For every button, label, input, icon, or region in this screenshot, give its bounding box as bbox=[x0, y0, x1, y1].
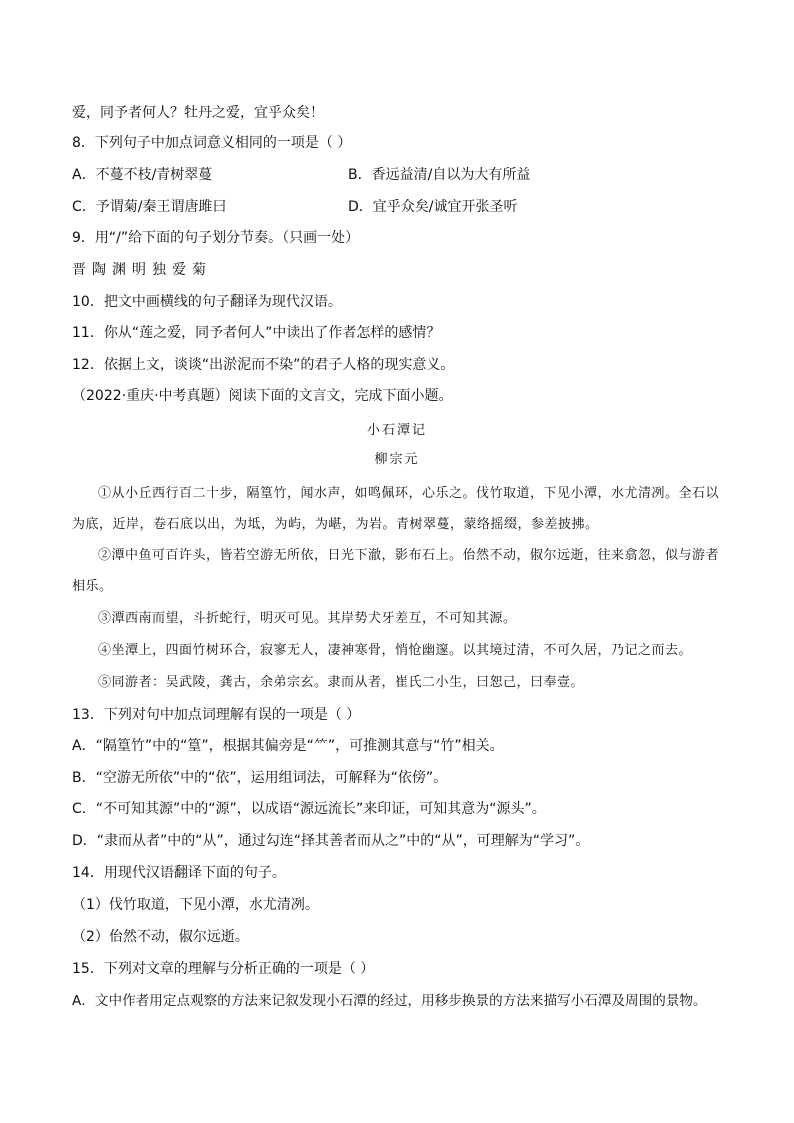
passage-paragraph-3: ③潭西南而望，斗折蛇行，明灭可见。其岸势犬牙差互，不可知其源。 bbox=[98, 611, 517, 626]
question-8-option-c: C．予谓菊/秦王谓唐雎曰 bbox=[72, 199, 227, 215]
question-11: 11．你从“莲之爱，同予者何人”中读出了作者怎样的感情？ bbox=[72, 325, 441, 341]
passage-paragraph-5: ⑤同游者：吴武陵，龚古，余弟宗玄。隶而从者，崔氏二小生，曰恕己，曰奉壹。 bbox=[98, 675, 585, 690]
question-13: 13．下列对句中加点词理解有误的一项是（ ） bbox=[72, 707, 361, 723]
passage-title: 小石潭记 bbox=[366, 423, 427, 438]
question-13-option-d: D．“隶而从者”中的“从”，通过勾连“择其善者而从之”中的“从”，可理解为“学习”。 bbox=[72, 833, 590, 849]
passage-source: （2022·重庆·中考真题）阅读下面的文言文，完成下面小题。 bbox=[72, 388, 453, 404]
question-8-option-a: A．不蔓不枝/青树翠蔓 bbox=[72, 167, 213, 183]
question-15-option-a: A．文中作者用定点观察的方法来记叙发现小石潭的经过，用移步换景的方法来描写小石潭及周围的景物。 bbox=[72, 993, 707, 1009]
question-15: 15．下列对文章的理解与分析正确的一项是（ ） bbox=[72, 961, 375, 977]
question-8-option-d: D．宜乎众矣/诚宜开张圣听 bbox=[348, 199, 518, 215]
passage-author: 柳宗元 bbox=[374, 452, 420, 467]
question-13-option-c: C．“不可知其源”中的“源”，以成语“源远流长”来印证，可知其意为“源头”。 bbox=[72, 801, 546, 817]
question-13-option-a: A．“隔篁竹”中的“篁”，根据其偏旁是“⺮”，可推测其意与“竹”相关。 bbox=[72, 738, 504, 754]
question-10: 10．把文中画横线的句子翻译为现代汉语。 bbox=[72, 294, 342, 310]
question-14-item-2: （2）佁然不动，俶尔远逝。 bbox=[72, 929, 249, 945]
passage-paragraph-1: ①从小丘西行百二十步，隔篁竹，闻水声，如鸣佩环，心乐之。伐竹取道，下见小潭，水尤清冽。全石以为底，近岸，卷石底以出，为坻，为屿，为嵁，为岩。青树翠蔓，蒙络摇缀，参差披拂。 bbox=[72, 486, 720, 532]
question-8: 8．下列句子中加点词意义相同的一项是（ ） bbox=[72, 135, 352, 151]
question-14-item-1: （1）伐竹取道，下见小潭，水尤清冽。 bbox=[72, 897, 319, 913]
passage-paragraph-2: ②潭中鱼可百许头，皆若空游无所依，日光下澈，影布石上。佁然不动，俶尔远逝，往来翕忽，似与游者相乐。 bbox=[72, 548, 720, 594]
question-14: 14．用现代汉语翻译下面的句子。 bbox=[72, 865, 286, 881]
text-line-continuation: 爱，同予者何人？牡丹之爱，宜乎众矣！ bbox=[72, 105, 324, 121]
question-8-option-b: B．香远益清/自以为大有所益 bbox=[348, 167, 531, 183]
question-9: 9．用“/”给下面的句子划分节奏。（只画一处） bbox=[72, 230, 360, 246]
question-9-sentence: 晋陶渊明独爱菊 bbox=[72, 262, 212, 278]
question-12: 12．依据上文，谈谈“出淤泥而不染”的君子人格的现实意义。 bbox=[72, 357, 455, 373]
passage-paragraph-4: ④坐潭上，四面竹树环合，寂寥无人，凄神寒骨，悄怆幽邃。以其境过清，不可久居，乃记之而去。 bbox=[98, 643, 693, 658]
question-13-option-b: B．“空游无所依”中的“依”，运用组词法，可解释为“依傍”。 bbox=[72, 770, 448, 786]
